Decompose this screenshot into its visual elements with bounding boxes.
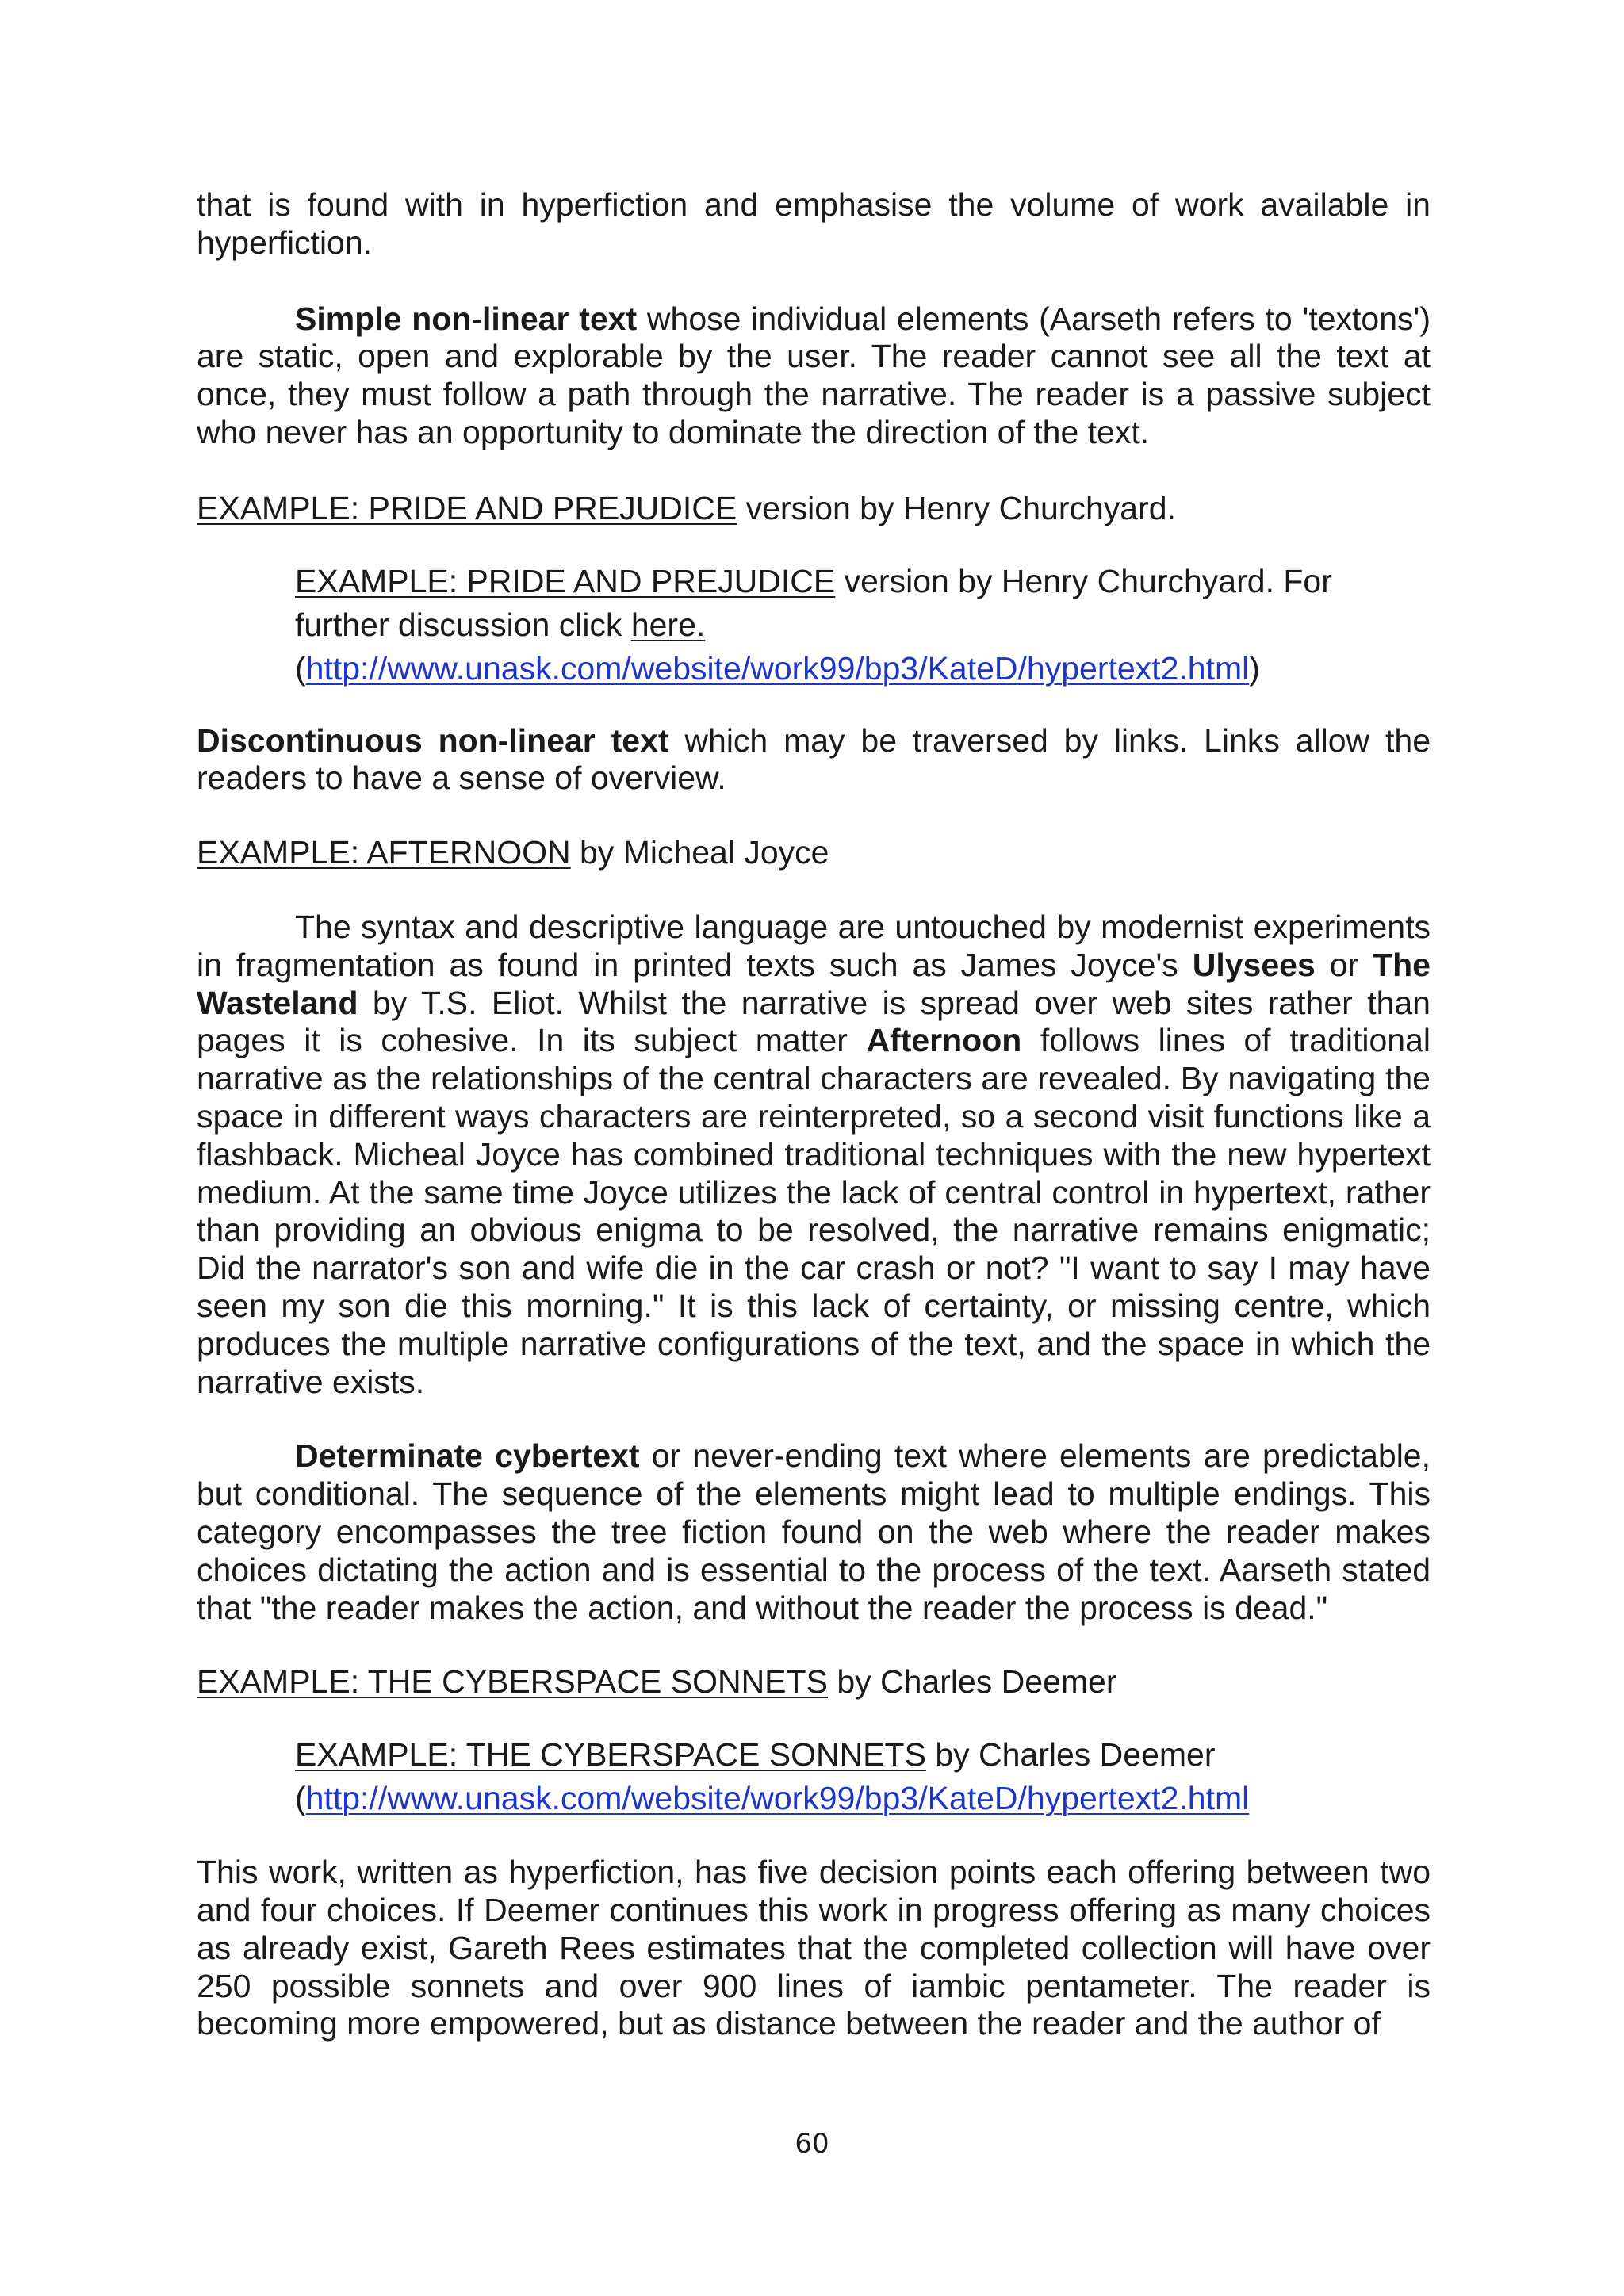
page-number: 60 — [795, 2128, 829, 2160]
example-title: EXAMPLE: PRIDE AND PREJUDICE — [197, 489, 737, 526]
term-determinate-cybertext: Determinate cybertext — [295, 1437, 640, 1475]
paragraph-discontinuous — [197, 722, 1431, 798]
example-rest: by Micheal Joyce — [570, 834, 829, 871]
example-afternoon — [197, 834, 1431, 872]
title-ulysees: Ulysees — [1192, 946, 1316, 983]
example-cyberspace-sonnets — [197, 1663, 1431, 1701]
example-title: EXAMPLE: THE CYBERSPACE SONNETS — [197, 1663, 828, 1701]
paragraph-text: or — [1315, 946, 1373, 983]
paragraph-text: follows lines of traditional narrative as the relationships of the central characters are revealed. By navigating the space in different ways characters are reinterpreted, so a second visit functions like a flashback. Micheal Joyce has combined traditional techniques with the new hypertext medium. At the same time Joyce utilizes the lack of central control in hypertext, rather than providing an obvious enigma to be resolved, the narrative remains enigmatic; Did the narrator's son and wife die in the car crash or not? "I want to say I may have seen my son die this morning." It is this lack of certainty, or missing centre, which produces the multiple narrative configurations of the text, and the space in which the narrative exists. — [197, 1022, 1431, 1400]
quote-cyberspace-sonnets — [295, 1733, 1431, 1820]
paragraph-text: by T.S. Eliot. Whilst the narrative is spread over web sites rather than pages it is cohesive. In its subject matter — [197, 984, 1431, 1059]
paragraph-cyberspace-sonnets: This work, written as hyperfiction, has five decision points each offering between two and four choices. If Deemer continues this work in progress offering as many choices as already exist, Gareth Rees estimates that the completed collection will have over 250 possible sonnets and over 900 lines of iambic pentameter. The reader is becoming more empowered, but as distance between the reader and the author of — [197, 1854, 1431, 2042]
paragraph-determinate-cybertext — [197, 1437, 1431, 1627]
quote-title: EXAMPLE: THE CYBERSPACE SONNETS — [295, 1736, 926, 1774]
quote-title: EXAMPLE: PRIDE AND PREJUDICE — [295, 562, 836, 599]
paragraph-text: or never-ending text where elements are predictable, but conditional. The sequence of the elements might lead to multiple endings. This category encompasses the tree fiction found on the web where the reader makes choices dictating the action and is essential to the process of the text. Aarseth stated that "the reader makes the action, and without the reader the process is dead." — [197, 1437, 1431, 1626]
paren-close: ) — [1249, 649, 1260, 687]
paren-open: ( — [295, 649, 306, 687]
example-pride-and-prejudice — [197, 490, 1431, 528]
term-discontinuous-non-linear-text: Discontinuous non-linear text — [197, 721, 669, 759]
here-link[interactable]: here. — [630, 606, 706, 643]
quote-rest: version by Henry Churchyard. For further discussion click — [295, 562, 1332, 643]
paragraph-simple-non-linear — [197, 300, 1431, 452]
term-simple-non-linear-text: Simple non-linear text — [295, 300, 638, 337]
paragraph-text: The syntax and descriptive language are untouched by modernist experiments in fragmentation as found in printed texts such as James Joyce's — [197, 908, 1431, 983]
paren-open: ( — [295, 1780, 306, 1817]
quote-pride-and-prejudice — [295, 560, 1431, 691]
quote-rest: by Charles Deemer — [925, 1736, 1216, 1774]
example-rest: by Charles Deemer — [827, 1663, 1117, 1701]
example-rest: version by Henry Churchyard. — [737, 489, 1176, 526]
hypertext-url-link[interactable]: http://www.unask.com/website/work99/bp3/KateD/hypertext2.html — [305, 1780, 1250, 1817]
title-afternoon: Afternoon — [866, 1022, 1022, 1059]
hypertext-url-link[interactable]: http://www.unask.com/website/work99/bp3/KateD/hypertext2.html — [305, 649, 1250, 687]
paragraph-text: which may be traversed by links. Links allow the readers to have a sense of overview. — [197, 721, 1431, 797]
paragraph-text: whose individual elements (Aarseth refers to 'textons') are static, open and explorable by the user. The reader cannot see all the text at once, they must follow a path through the narrative. The reader is a passive subject who never has an opportunity to dominate the direction of the text. — [197, 300, 1431, 450]
paragraph-intro: that is found with in hyperfiction and emphasise the volume of work available in hyperfiction. — [197, 186, 1431, 261]
paragraph-afternoon-analysis — [197, 909, 1431, 1401]
example-title: EXAMPLE: AFTERNOON — [197, 834, 571, 871]
title-the-wasteland: The Wasteland — [197, 946, 1431, 1021]
